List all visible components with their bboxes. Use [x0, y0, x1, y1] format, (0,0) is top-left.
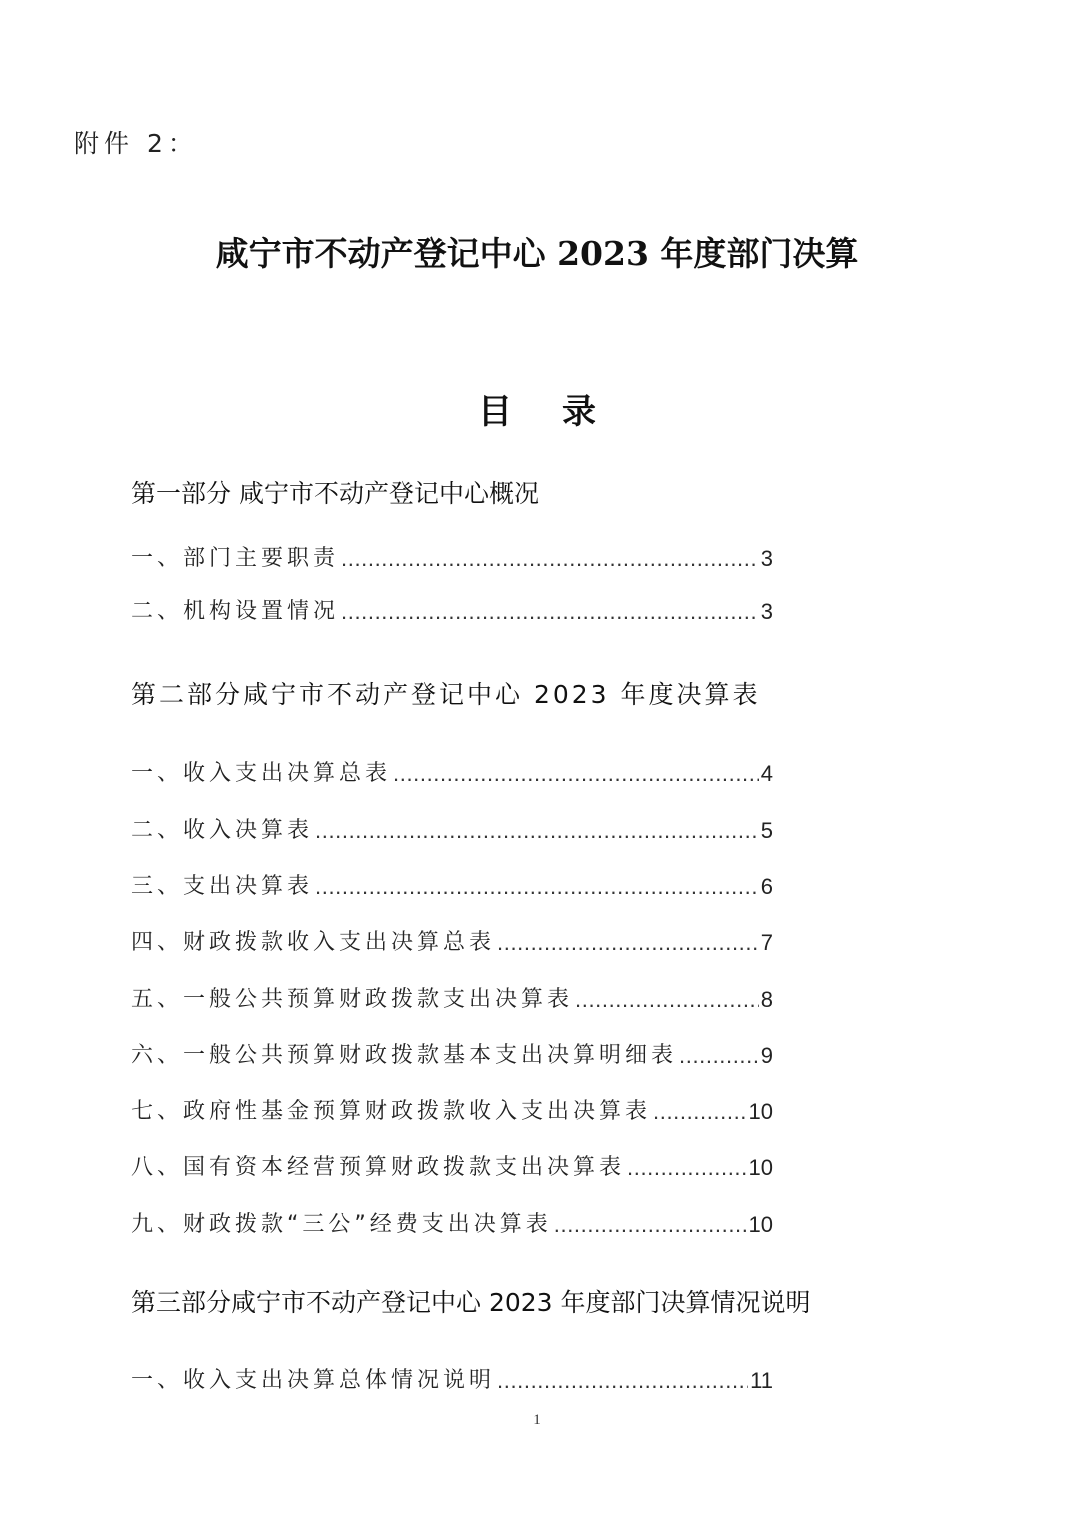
toc-heading-char: 录 [562, 392, 596, 432]
toc-entry-page: 4 [760, 761, 773, 786]
dot-leader [575, 987, 759, 1013]
toc-heading-char: 目 [478, 392, 512, 432]
toc-entry-label: 二、收入决算表 [131, 818, 314, 843]
toc-entry[interactable] [131, 1150, 773, 1181]
toc-entry[interactable] [131, 982, 773, 1013]
toc-part-title: 第一部分 咸宁市不动产登记中心概况 [131, 479, 539, 508]
page-number: 1 [533, 1412, 541, 1428]
dot-leader [341, 546, 759, 572]
toc-entry-label: 一、收入支出决算总表 [131, 761, 392, 786]
dot-leader [315, 818, 759, 844]
toc-entry-page: 5 [760, 818, 773, 843]
toc-entry-page: 9 [760, 1043, 773, 1068]
toc-entry-label: 四、财政拨款收入支出决算总表 [131, 930, 496, 955]
toc-entry[interactable] [131, 541, 773, 572]
document-title: 咸宁市不动产登记中心 2023 年度部门决算 [215, 234, 859, 273]
toc-entry[interactable] [131, 869, 773, 900]
toc-entry[interactable] [131, 925, 773, 956]
toc-entry-page: 11 [750, 1368, 773, 1393]
toc-entry-page: 7 [760, 930, 773, 955]
toc-entry[interactable] [131, 756, 773, 787]
toc-entry-label: 六、一般公共预算财政拨款基本支出决算明细表 [131, 1043, 678, 1068]
toc-heading [0, 384, 1074, 433]
toc-part-title: 第二部分咸宁市不动产登记中心 2023 年度决算表 [131, 680, 761, 709]
toc-entry-page: 10 [748, 1155, 773, 1180]
toc-entry-label: 五、一般公共预算财政拨款支出决算表 [131, 987, 574, 1012]
toc-part-title: 第三部分咸宁市不动产登记中心 2023 年度部门决算情况说明 [131, 1288, 811, 1317]
toc-entry-page: 10 [748, 1099, 773, 1124]
toc-entry[interactable] [131, 1094, 773, 1125]
dot-leader [315, 874, 759, 900]
toc-entry[interactable] [131, 594, 773, 625]
toc-entry[interactable] [131, 813, 773, 844]
attachment-label: 附件 2： [74, 129, 198, 158]
dot-leader [679, 1043, 759, 1069]
dot-leader [341, 599, 759, 625]
toc-entry[interactable] [131, 1363, 773, 1394]
toc-entry-label: 一、收入支出决算总体情况说明 [131, 1368, 496, 1393]
toc-entry-label: 八、国有资本经营预算财政拨款支出决算表 [131, 1155, 626, 1180]
toc-entry-page: 6 [760, 874, 773, 899]
toc-entry[interactable] [131, 1207, 773, 1238]
dot-leader [653, 1099, 747, 1125]
toc-entry-label: 一、部门主要职责 [131, 546, 340, 571]
toc-entry-page: 3 [760, 599, 773, 624]
toc-entry-page: 8 [760, 987, 773, 1012]
toc-entry-label: 七、政府性基金预算财政拨款收入支出决算表 [131, 1099, 652, 1124]
dot-leader [497, 1368, 748, 1394]
toc-entry[interactable] [131, 1038, 773, 1069]
dot-leader [554, 1212, 747, 1238]
toc-entry-page: 3 [760, 546, 773, 571]
dot-leader [497, 930, 759, 956]
toc-entry-page: 10 [748, 1212, 773, 1237]
toc-entry-label: 三、支出决算表 [131, 874, 314, 899]
toc-entry-label: 二、机构设置情况 [131, 599, 340, 624]
dot-leader [627, 1155, 747, 1181]
toc-entry-label: 九、财政拨款“三公”经费支出决算表 [131, 1212, 552, 1237]
dot-leader [393, 761, 759, 787]
